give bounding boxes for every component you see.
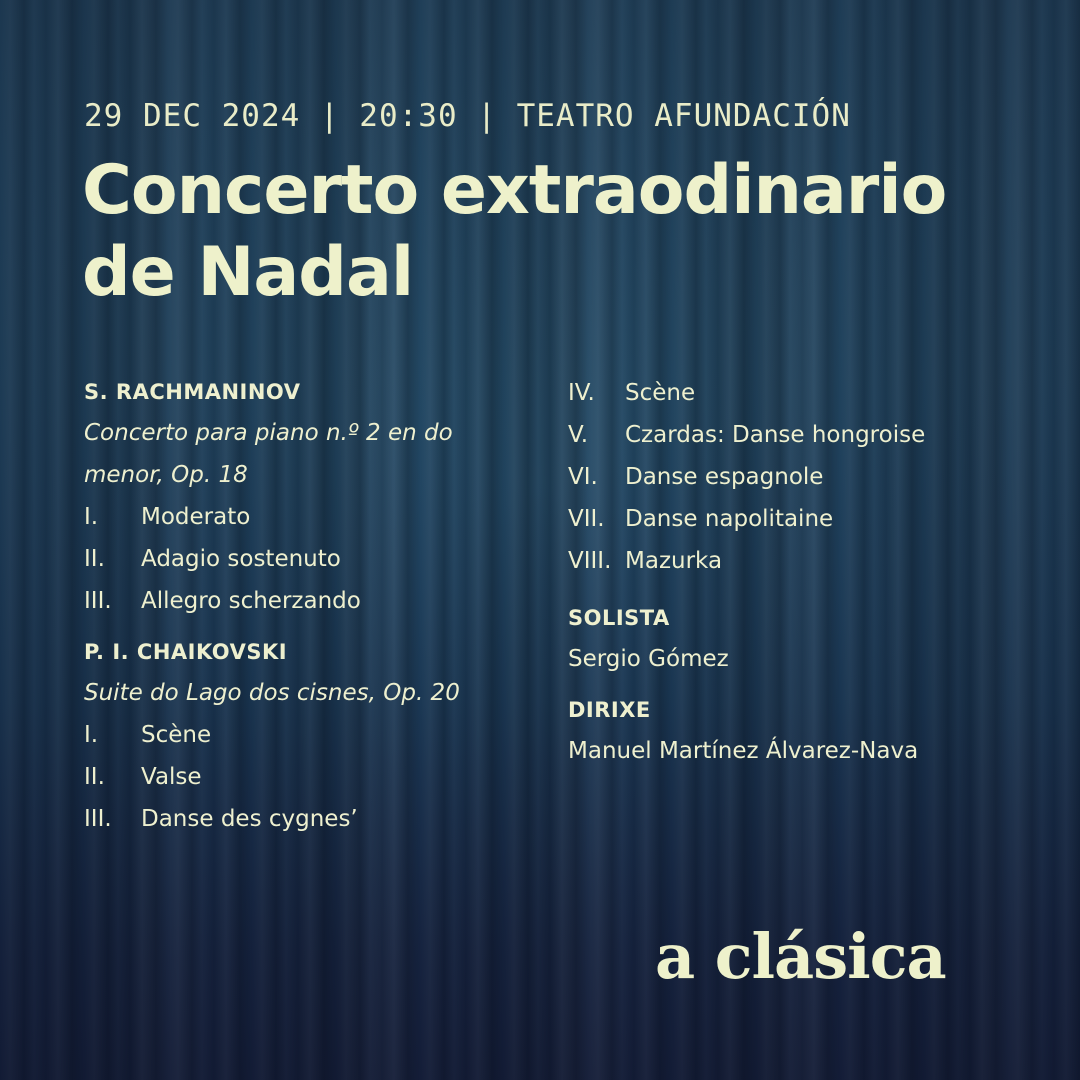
movement-name: Danse des cygnes’ [141,806,358,832]
movement-item [568,498,1038,540]
movement-name: Danse espagnole [625,464,824,490]
movement-name: Mazurka [625,548,723,574]
movement-number: I. [84,504,99,530]
movement-number: VI. [568,464,598,490]
movement-number: I. [84,722,99,748]
movement-name: Czardas: Danse hongroise [625,422,926,448]
soloist-heading: SOLISTA [568,606,670,630]
movement-item [568,414,1038,456]
movement-name: Allegro scherzando [141,588,361,614]
movement-number: V. [568,422,589,448]
work-rachmaninov-line-1: Concerto para piano n.º 2 en do [84,420,453,446]
movement-number: IV. [568,380,595,406]
movement-name: Moderato [141,504,251,530]
movement-item [568,372,1038,414]
title-line-2: de Nadal [82,233,414,312]
brand-logo: a clásica [655,920,946,993]
work-chaikovski: Suite do Lago dos cisnes, Op. 20 [84,680,460,706]
movement-item [84,496,554,538]
movement-number: II. [84,764,105,790]
movement-number: III. [84,806,112,832]
concert-title [82,150,1042,314]
movement-name: Scène [625,380,696,406]
soloist-name: Sergio Gómez [568,646,729,672]
movement-item [568,456,1038,498]
composer-rachmaninov: S. RACHMANINOV [84,380,301,404]
movement-item [84,580,554,622]
movement-number: III. [84,588,112,614]
movement-item [84,714,554,756]
movement-number: II. [84,546,105,572]
movement-name: Scène [141,722,212,748]
movement-number: VII. [568,506,605,532]
movement-item [84,798,554,840]
event-date-venue: 29 DEC 2024 | 20:30 | TEATRO AFUNDACIÓN [84,98,851,134]
movement-item [84,538,554,580]
conductor-name: Manuel Martínez Álvarez-Nava [568,738,919,764]
movement-name: Adagio sostenuto [141,546,341,572]
program-left-column [84,372,554,840]
movement-name: Valse [141,764,202,790]
composer-chaikovski: P. I. CHAIKOVSKI [84,640,288,664]
movement-item [84,756,554,798]
program-right-column [568,372,1038,772]
movement-item [568,540,1038,582]
movement-number: VIII. [568,548,612,574]
conductor-heading: DIRIXE [568,698,651,722]
movement-name: Danse napolitaine [625,506,834,532]
work-rachmaninov-line-2: menor, Op. 18 [84,462,248,488]
title-line-1: Concerto extraodinario [82,151,947,230]
